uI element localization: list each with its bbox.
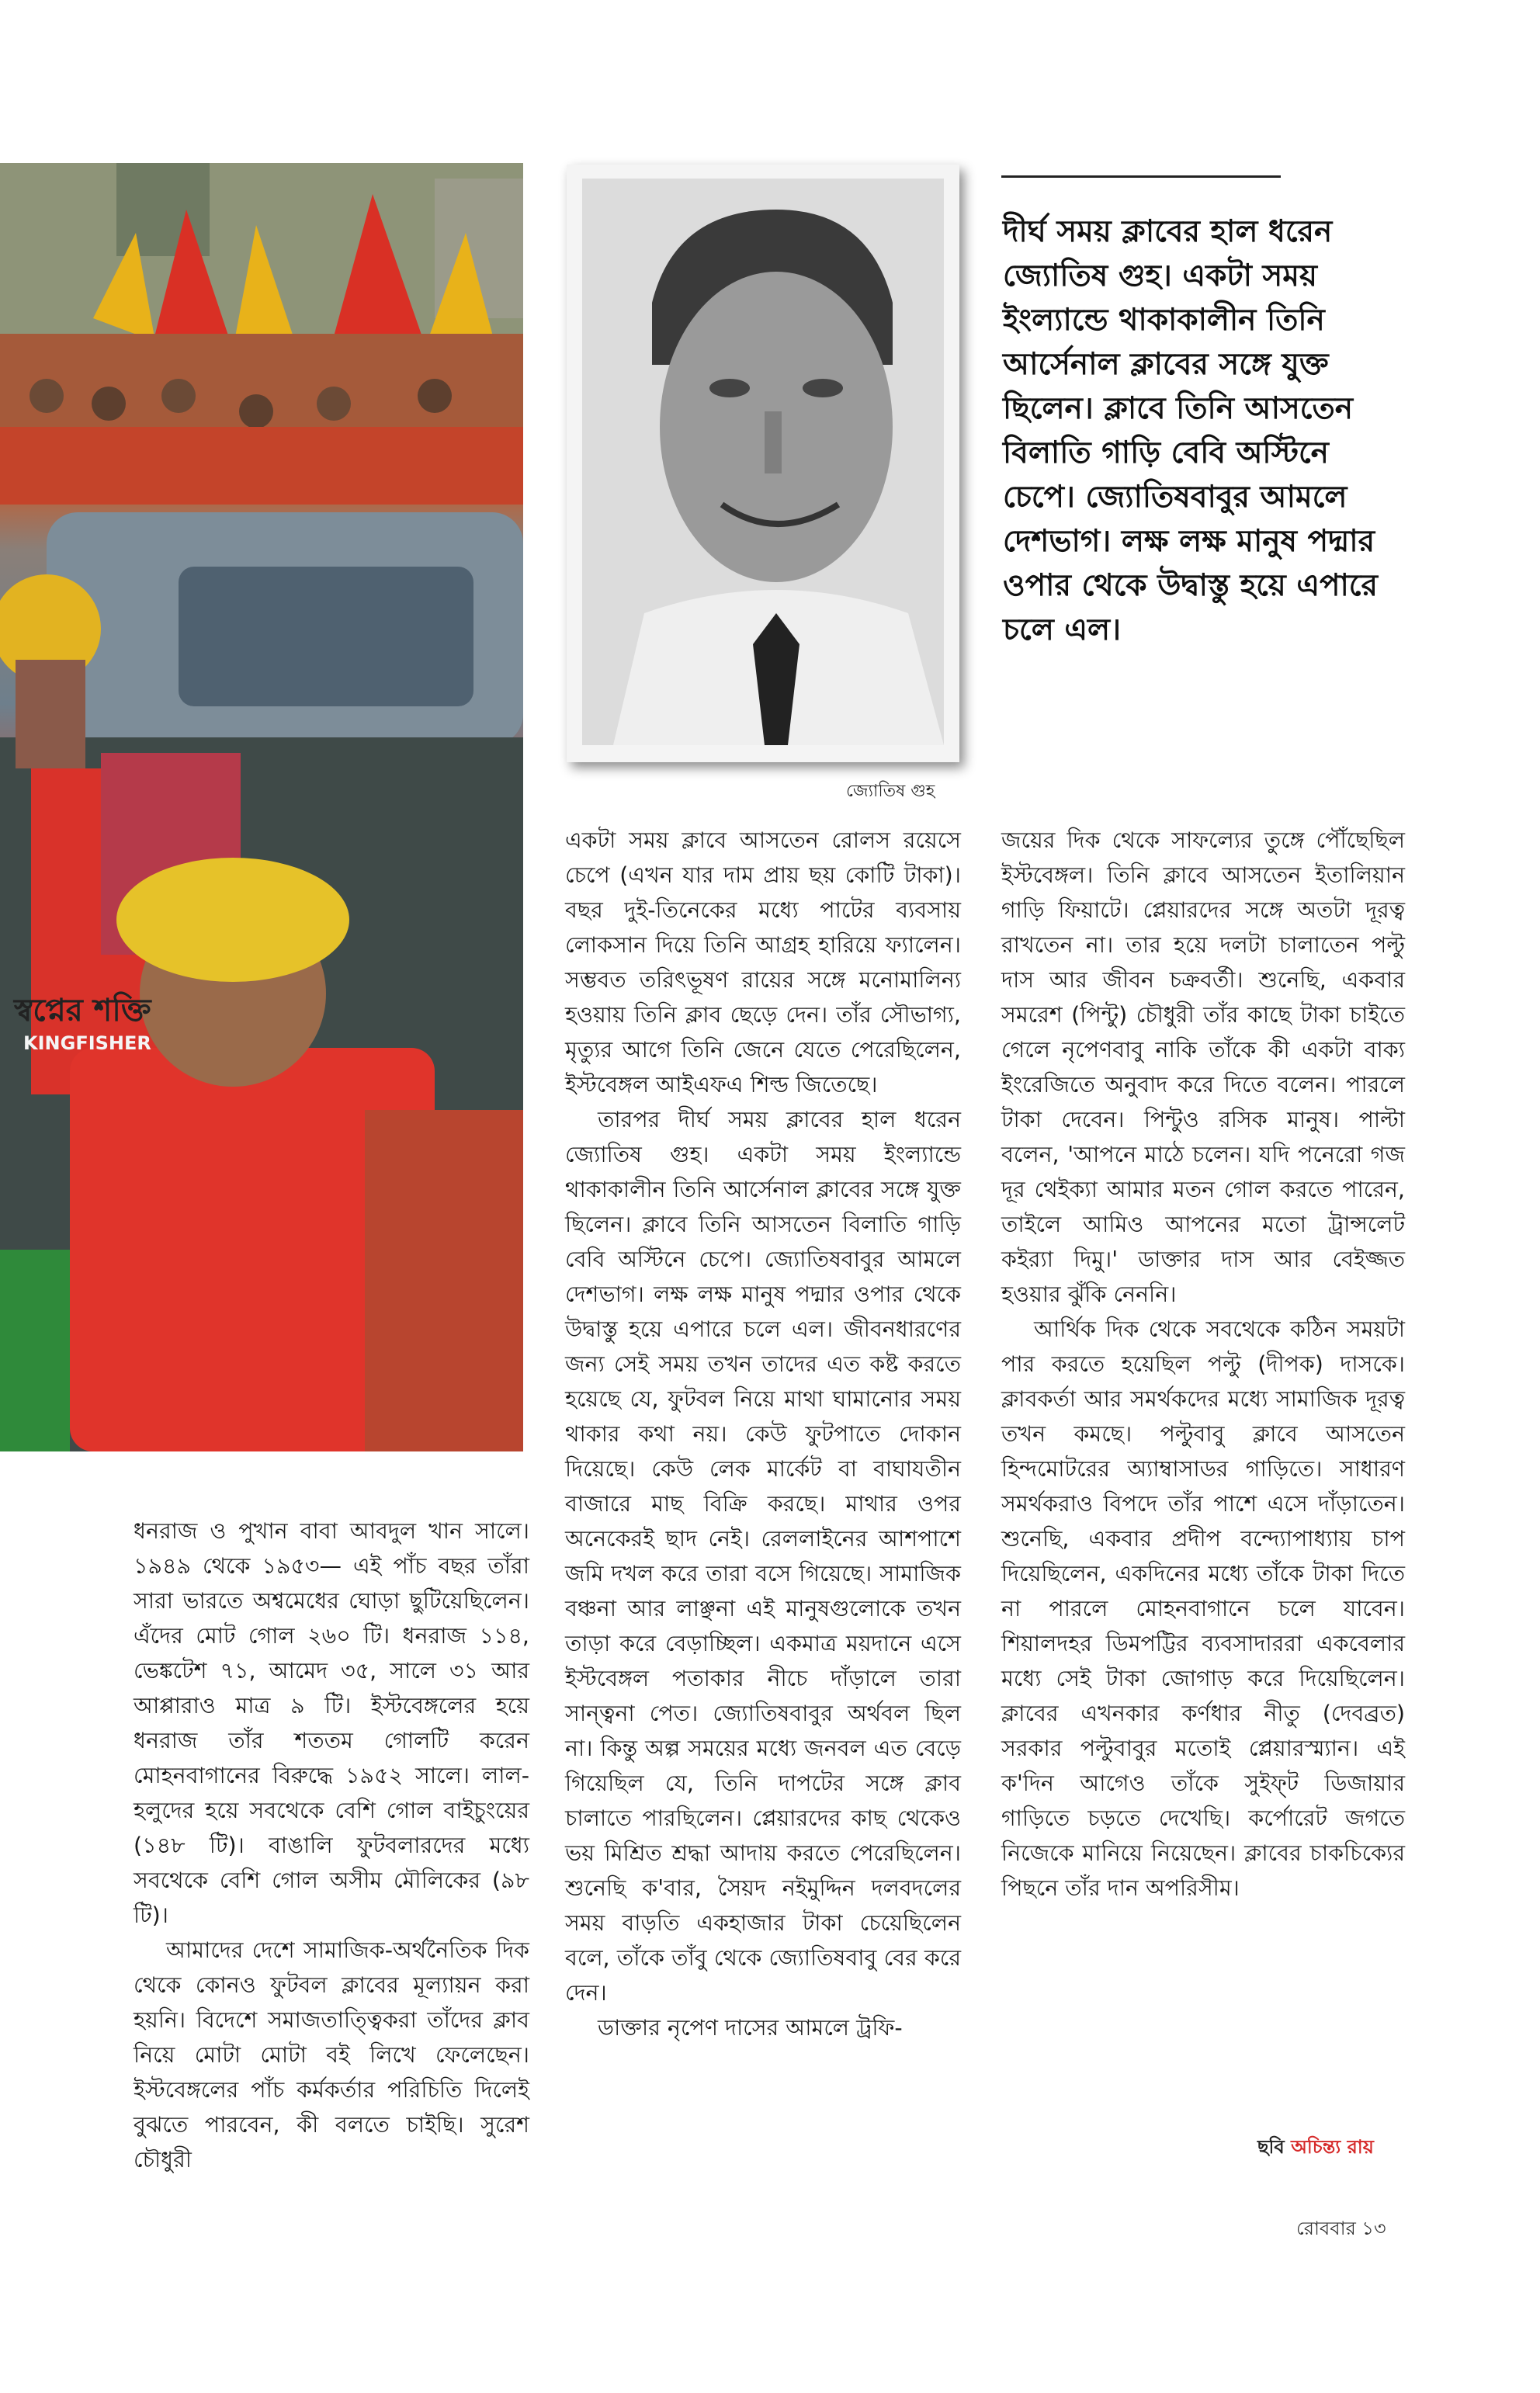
photo-caption: জ্যোতিষ গুহ (846, 782, 935, 801)
jersey-text: স্বপ্নের শক্তি (14, 993, 151, 1028)
article-column-2 (565, 823, 961, 2045)
paragraph: ধনরাজ ও পুখান বাবা আবদুল খান সালে। ১৯৪৯ থেকে ১৯৫৩— এই পাঁচ বছর তাঁরা সারা ভারতে অশ্বমেধের ঘোড়া ছুটিয়েছিলেন। এঁদের মোট গোল ২৬০ টি। ধনরাজ ১১৪, ভেঙ্কটেশ ৭১, আমেদ ৩৫, সালে ৩১ আর আপ্পারাও মাত্র ৯ টি। ইস্টবেঙ্গলের হয়ে ধনরাজ তাঁর শততম গোলটি করেন মোহনবাগানের বিরুদ্ধে ১৯৫২ সালে। লাল-হলুদের হয়ে সবথেকে বেশি গোল বাইচুংয়ের (১৪৮ টি)। বাঙালি ফুটবলারদের মধ্যে সবথেকে বেশি গোল অসীম মৌলিকের (৯৮ টি)। (134, 1518, 529, 1928)
paragraph: আমাদের দেশে সামাজিক-অর্থনৈতিক দিক থেকে কোনও ফুটবল ক্লাবের মূল্যায়ন করা হয়নি। বিদেশে সমাজতাত্ত্বিকরা তাঁদের ক্লাব নিয়ে মোটা মোটা বই লিখে ফেলেছেন। ইস্টবেঙ্গলের পাঁচ কর্মকর্তার পরিচিতি দিলেই বুঝতে পারবেন, কী বলতে চাইছি। সুরেশ চৌধুরী (134, 1937, 529, 2173)
jersey-sponsor: KINGFISHER (23, 1032, 151, 1054)
paragraph: ডাক্তার নৃপেণ দাসের আমলে ট্রফি- (598, 2015, 903, 2041)
pull-quote: দীর্ঘ সময় ক্লাবের হাল ধরেন জ্যোতিষ গুহ। একটা সময় ইংল্যান্ডে থাকাকালীন তিনি আর্সেনাল ক্লাবের সঙ্গে যুক্ত ছিলেন। ক্লাবে তিনি আসতেন বিলাতি গাড়ি বেবি অস্টিনে চেপে। জ্যোতিষবাবুর আমলে দেশভাগ। লক্ষ লক্ষ মানুষ পদ্মার ওপার থেকে উদ্বাস্তু হয়ে এপারে চলে এল। (1003, 214, 1378, 647)
photo-credit-name: অচিন্ত্য রায় (1291, 2136, 1374, 2158)
paragraph: আর্থিক দিক থেকে সবথেকে কঠিন সময়টা পার করতে হয়েছিল পল্টু (দীপক) দাসকে। ক্লাবকর্তা আর সমর্থকদের মধ্যে সামাজিক দূরত্ব তখন কমছে। পল্টুবাবু ক্লাবে আসতেন হিন্দমোটরের অ্যাম্বাসাডর গাড়িতে। সাধারণ সমর্থকরাও বিপদে তাঁর পাশে এসে দাঁড়াতেন। শুনেছি, একবার প্রদীপ বন্দ্যোপাধ্যায় চাপ দিয়েছিলেন, একদিনের মধ্যে তাঁকে টাকা দিতে না পারলে মোহনবাগানে চলে যাবেন। শিয়ালদহর ডিমপট্টির ব্যবসাদাররা একবেলার মধ্যে সেই টাকা জোগাড় করে দিয়েছিলেন। ক্লাবের এখনকার কর্ণধার নীতু (দেবব্রত) সরকার পল্টুবাবুর মতোই প্লেয়ারস্ম্যান। এই ক'দিন আগেও তাঁকে সুইফ্‌ট ডিজায়ার গাড়িতে চড়তে দেখেছি। কর্পোরেট জগতে নিজেকে মানিয়ে নিয়েছেন। ক্লাবের চাকচিক্যের পিছনে তাঁর দান অপরিসীম। (1001, 1316, 1405, 1901)
paragraph: একটা সময় ক্লাবে আসতেন রোলস রয়েসে চেপে (এখন যার দাম প্রায় ছয় কোটি টাকা)। বছর দুই-তিনেকের মধ্যে পাটের ব্যবসায় লোকসান দিয়ে তিনি আগ্রহ হারিয়ে ফ্যালেন। সম্ভবত তরিৎভূষণ রায়ের সঙ্গে মনোমালিন্য হওয়ায় তিনি ক্লাব ছেড়ে দেন। তাঁর সৌভাগ্য, মৃত্যুর আগে তিনি জেনে যেতে পেরেছিলেন, ইস্টবেঙ্গল আইএফএ শিল্ড জিতেছে। (565, 827, 961, 1098)
article-column-3 (1001, 823, 1405, 1906)
photo-credit-label: ছবি (1257, 2136, 1285, 2158)
crowd-photo-illustration (0, 163, 523, 1451)
portrait-illustration (582, 179, 944, 745)
page-footer: রোববার ১৩ (1296, 2218, 1386, 2239)
paragraph: তারপর দীর্ঘ সময় ক্লাবের হাল ধরেন জ্যোতিষ গুহ। একটা সময় ইংল্যান্ডে থাকাকালীন তিনি আর্সেনাল ক্লাবের সঙ্গে যুক্ত ছিলেন। ক্লাবে তিনি আসতেন বিলাতি গাড়ি বেবি অস্টিনে চেপে। জ্যোতিষবাবুর আমলে দেশভাগ। লক্ষ লক্ষ মানুষ পদ্মার ওপার থেকে উদ্বাস্তু হয়ে এপারে চলে এল। জীবনধারণের জন্য সেই সময় তখন তাদের এত কষ্ট করতে হয়েছে যে, ফুটবল নিয়ে মাথা ঘামানোর সময় থাকার কথা নয়। কেউ ফুটপাতে দোকান দিয়েছে। কেউ লেক মার্কেট বা বাঘাযতীন বাজারে মাছ বিক্রি করছে। মাথার ওপর অনেকেরই ছাদ নেই। রেললাইনের আশপাশে জমি দখল করে তারা বসে গিয়েছে। সামাজিক বঞ্চনা আর লাঞ্ছনা এই মানুষগুলোকে তখন তাড়া করে বেড়াচ্ছিল। একমাত্র ময়দানে এসে ইস্টবেঙ্গল পতাকার নীচে দাঁড়ালে তারা সান্ত্বনা পেত। জ্যোতিষবাবুর অর্থবল ছিল না। কিন্তু অল্প সময়ের মধ্যে জনবল এত বেড়ে গিয়েছিল যে, তিনি দাপটের সঙ্গে ক্লাব চালাতে পারছিলেন। প্লেয়ারদের কাছ থেকেও ভয় মিশ্রিত শ্রদ্ধা আদায় করতে পেরেছিলেন। শুনেছি ক'বার, সৈয়দ নইমুদ্দিন দলবদলের সময় বাড়তি একহাজার টাকা চেয়েছিলেন বলে, তাঁকে তাঁবু থেকে জ্যোতিষবাবু বের করে দেন। (565, 1107, 961, 2006)
portrait-photo (582, 179, 944, 745)
pull-quote-rule (1001, 175, 1281, 178)
crowd-photo (0, 163, 523, 1451)
paragraph: জয়ের দিক থেকে সাফল্যের তুঙ্গে পৌঁছেছিল ইস্টবেঙ্গল। তিনি ক্লাবে আসতেন ইতালিয়ান গাড়ি ফিয়াটে। প্লেয়ারদের সঙ্গে অতটা দূরত্ব রাখতেন না। তার হয়ে দলটা চালাতেন পল্টু দাস আর জীবন চক্রবর্তী। শুনেছি, একবার সমরেশ (পিন্টু) চৌধুরী তাঁর কাছে টাকা চাইতে গেলে নৃপেণবাবু নাকি তাঁকে কী একটা বাক্য ইংরেজিতে অনুবাদ করে দিতে বলেন। পারলে টাকা দেবেন। পিন্টুও রসিক মানুষ। পাল্টা বলেন, 'আপনে মাঠে চলেন। যদি পনেরো গজ দূর থেইক্যা আমার মতন গোল করতে পারেন, তাইলে আমিও আপনের মতো ট্রান্সলেট কইর‍্যা দিমু।' ডাক্তার দাস আর বেইজ্জত হওয়ার ঝুঁকি নেননি। (1001, 827, 1405, 1307)
photo-credit (1257, 2133, 1374, 2164)
article-column-1 (134, 1514, 529, 2177)
